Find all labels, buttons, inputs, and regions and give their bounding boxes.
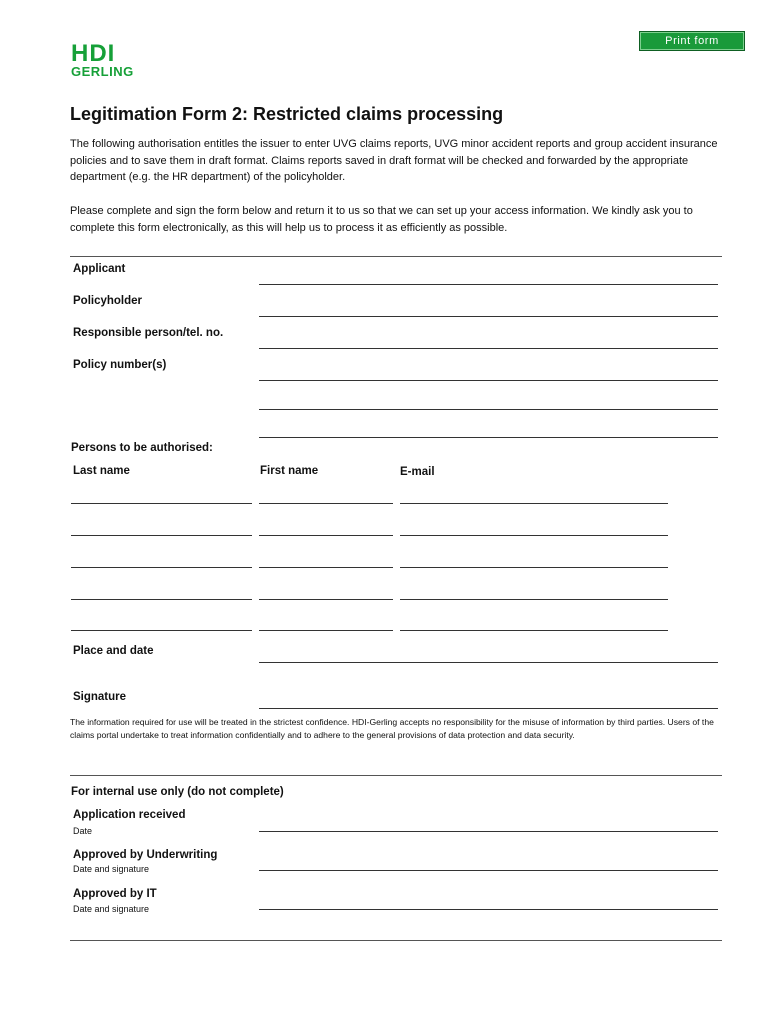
- responsible-person-input[interactable]: [259, 334, 718, 349]
- last-name-input-2[interactable]: [71, 521, 252, 536]
- application-received-line: [259, 831, 718, 832]
- responsible-person-label: Responsible person/tel. no.: [73, 327, 224, 339]
- applicant-label: Applicant: [73, 263, 126, 275]
- email-input-1[interactable]: [400, 489, 668, 504]
- date-signature-sublabel-1: Date and signature: [73, 864, 150, 874]
- section-divider-top: [70, 256, 722, 257]
- column-first-name: First name: [260, 465, 319, 477]
- first-name-input-1[interactable]: [259, 489, 393, 504]
- signature-label: Signature: [73, 691, 127, 703]
- column-last-name: Last name: [73, 465, 130, 477]
- policy-numbers-label: Policy number(s): [73, 359, 167, 371]
- logo-hdi: HDI: [71, 40, 116, 67]
- confidentiality-note: The information required for use will be treated in the strictest confidence. HDI-Gerling accepts no responsibility for the misuse of information by third parties. Users of the claims portal undertake to treat information confidentially and to adhere to the general provisions of data protection and data security.: [70, 717, 714, 740]
- place-date-input[interactable]: [259, 648, 718, 663]
- first-name-input-4[interactable]: [259, 585, 393, 600]
- first-name-input-2[interactable]: [259, 521, 393, 536]
- email-input-2[interactable]: [400, 521, 668, 536]
- policyholder-input[interactable]: [259, 302, 718, 317]
- date-sublabel: Date: [73, 826, 93, 836]
- section-divider-internal: [70, 775, 722, 776]
- applicant-input[interactable]: [259, 270, 718, 285]
- first-name-input-3[interactable]: [259, 553, 393, 568]
- place-date-label: Place and date: [73, 645, 154, 657]
- last-name-input-5[interactable]: [71, 616, 252, 631]
- column-email: E-mail: [400, 466, 435, 478]
- policy-number-input-3[interactable]: [259, 423, 718, 438]
- approved-it-line: [259, 909, 718, 910]
- last-name-input-1[interactable]: [71, 489, 252, 504]
- last-name-input-4[interactable]: [71, 585, 252, 600]
- email-input-3[interactable]: [400, 553, 668, 568]
- policyholder-label: Policyholder: [73, 295, 143, 307]
- application-received-label: Application received: [73, 809, 186, 821]
- page-title: Legitimation Form 2: Restricted claims processing: [70, 104, 504, 124]
- intro-paragraph-1: The following authorisation entitles the issuer to enter UVG claims reports, UVG minor accident reports and group accident insurance policies and to save them in draft format. Claims reports saved in draft format will be checked and forwarded by the appropriate department (e.g. the HR department) of the policyholder.: [70, 138, 718, 183]
- last-name-input-3[interactable]: [71, 553, 252, 568]
- email-input-4[interactable]: [400, 585, 668, 600]
- persons-heading: Persons to be authorised:: [71, 442, 213, 454]
- section-divider-bottom: [70, 940, 722, 941]
- internal-heading: For internal use only (do not complete): [71, 786, 284, 798]
- email-input-5[interactable]: [400, 616, 668, 631]
- approved-underwriting-line: [259, 870, 718, 871]
- logo-gerling: GERLING: [71, 64, 134, 79]
- approved-underwriting-label: Approved by Underwriting: [73, 849, 218, 861]
- first-name-input-5[interactable]: [259, 616, 393, 631]
- approved-it-label: Approved by IT: [73, 888, 157, 900]
- intro-paragraph-2: Please complete and sign the form below and return it to us so that we can set up your access information. We kindly ask you to complete this form electronically, as this will help us to process it as efficiently as possible.: [70, 205, 693, 234]
- date-signature-sublabel-2: Date and signature: [73, 904, 150, 914]
- policy-number-input-2[interactable]: [259, 395, 718, 410]
- policy-number-input-1[interactable]: [259, 366, 718, 381]
- signature-input[interactable]: [259, 694, 718, 709]
- print-form-button[interactable]: Print form: [639, 31, 745, 51]
